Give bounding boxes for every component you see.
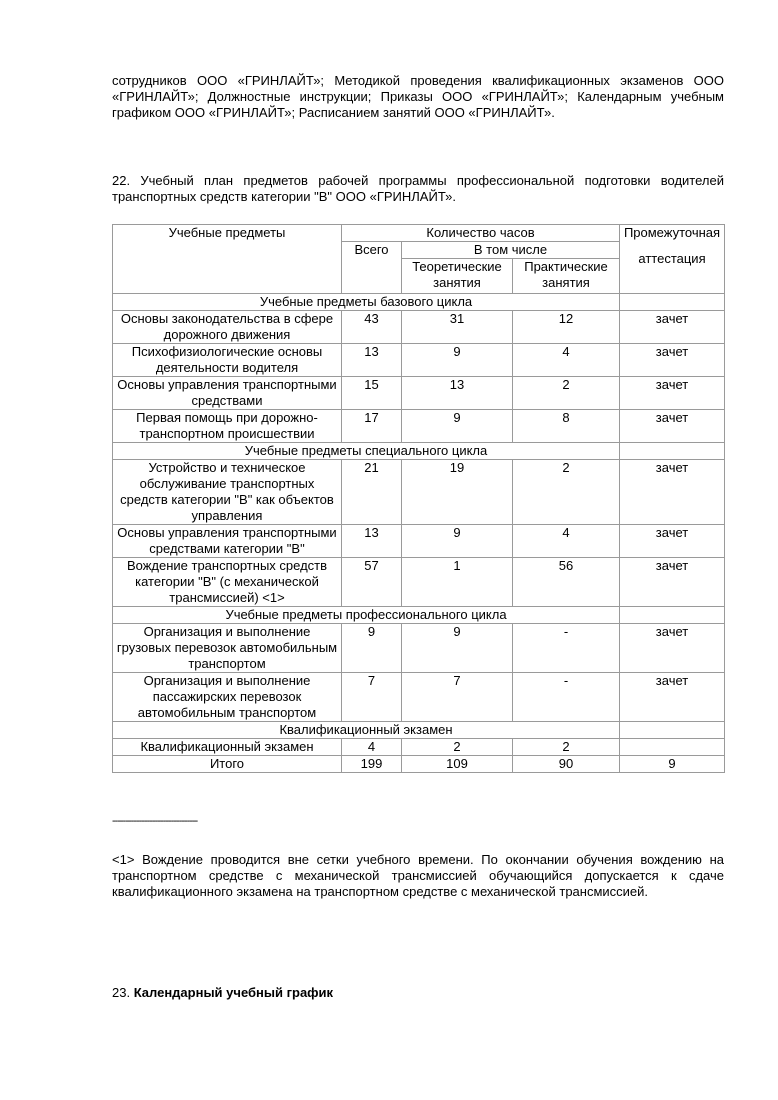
subject-name: Основы законодательства в сфере дорожного движения — [113, 311, 342, 344]
intro-paragraph: сотрудников ООО «ГРИНЛАЙТ»; Методикой проведения квалификационных экзаменов ООО «ГРИНЛАЙТ»; Должностные инструкции; Приказы ООО «ГРИНЛАЙТ»; Календарным учебным графиком ООО «ГРИНЛАЙТ»; Расписанием занятий ООО «ГРИНЛАЙТ». — [112, 73, 724, 120]
section-title-empty-cell — [620, 722, 725, 739]
subject-name: Основы управления транспортными средствами — [113, 377, 342, 410]
table-row — [113, 525, 725, 558]
header-attestation-line-1: Промежуточная — [623, 225, 721, 240]
hours-practice: 2 — [513, 739, 620, 756]
table-header-row-1 — [113, 225, 725, 242]
table-row — [113, 739, 725, 756]
hours-total: 9 — [342, 624, 402, 673]
hours-theory: 9 — [402, 525, 513, 558]
subject-name: Психофизиологические основы деятельности водителя — [113, 344, 342, 377]
hours-theory: 2 — [402, 739, 513, 756]
section-title-row — [113, 443, 725, 460]
attestation: зачет — [620, 344, 725, 377]
hours-total: 13 — [342, 344, 402, 377]
total-practice: 90 — [513, 756, 620, 773]
hours-theory: 9 — [402, 410, 513, 443]
hours-practice: 2 — [513, 377, 620, 410]
hours-total: 15 — [342, 377, 402, 410]
hours-practice: 12 — [513, 311, 620, 344]
header-hours: Количество часов — [342, 225, 620, 242]
hours-total: 17 — [342, 410, 402, 443]
section-title-row — [113, 722, 725, 739]
section-title-row — [113, 294, 725, 311]
hours-total: 7 — [342, 673, 402, 722]
section-title-empty-cell — [620, 294, 725, 311]
attestation: зачет — [620, 558, 725, 607]
hours-practice: 56 — [513, 558, 620, 607]
curriculum-table — [112, 224, 725, 773]
hours-practice: 8 — [513, 410, 620, 443]
subject-name: Вождение транспортных средств категории "B" (с механической трансмиссией) <1> — [113, 558, 342, 607]
subject-name: Организация и выполнение грузовых перевозок автомобильным транспортом — [113, 624, 342, 673]
subject-name: Основы управления транспортными средствами категории "B" — [113, 525, 342, 558]
attestation: зачет — [620, 460, 725, 525]
total-hours: 199 — [342, 756, 402, 773]
hours-practice: 4 — [513, 344, 620, 377]
table-row — [113, 311, 725, 344]
hours-theory: 9 — [402, 344, 513, 377]
attestation — [620, 739, 725, 756]
subject-name: Квалификационный экзамен — [113, 739, 342, 756]
hours-total: 13 — [342, 525, 402, 558]
hours-total: 21 — [342, 460, 402, 525]
subject-name: Первая помощь при дорожно-транспортном происшествии — [113, 410, 342, 443]
footnote-separator: -------------------------------- — [112, 815, 198, 827]
hours-theory: 13 — [402, 377, 513, 410]
section-title-row — [113, 607, 725, 624]
hours-practice: - — [513, 624, 620, 673]
attestation: зачет — [620, 624, 725, 673]
header-subjects: Учебные предметы — [113, 225, 342, 294]
hours-total: 57 — [342, 558, 402, 607]
table-row — [113, 624, 725, 673]
total-theory: 109 — [402, 756, 513, 773]
hours-theory: 7 — [402, 673, 513, 722]
section-title-empty-cell — [620, 607, 725, 624]
hours-practice: 2 — [513, 460, 620, 525]
hours-theory: 1 — [402, 558, 513, 607]
total-label: Итого — [113, 756, 342, 773]
table-row — [113, 673, 725, 722]
section-title: Квалификационный экзамен — [113, 722, 620, 739]
section-23-number: 23. — [112, 985, 134, 1000]
section-title-empty-cell — [620, 443, 725, 460]
attestation: зачет — [620, 311, 725, 344]
subject-name: Устройство и техническое обслуживание транспортных средств категории "B" как объектов управления — [113, 460, 342, 525]
hours-theory: 31 — [402, 311, 513, 344]
section-title: Учебные предметы базового цикла — [113, 294, 620, 311]
section-title: Учебные предметы специального цикла — [113, 443, 620, 460]
section-23-heading — [112, 985, 333, 1000]
header-attestation-line-2: аттестация — [638, 251, 706, 266]
header-total: Всего — [342, 242, 402, 294]
attestation: зачет — [620, 525, 725, 558]
table-row — [113, 460, 725, 525]
curriculum-table-body — [113, 225, 725, 773]
attestation: зачет — [620, 673, 725, 722]
table-row — [113, 377, 725, 410]
section-title: Учебные предметы профессионального цикла — [113, 607, 620, 624]
hours-total: 43 — [342, 311, 402, 344]
header-practice: Практические занятия — [513, 259, 620, 294]
table-row — [113, 410, 725, 443]
hours-theory: 19 — [402, 460, 513, 525]
section-22-heading: 22. Учебный план предметов рабочей программы профессиональной подготовки водителей транспортных средств категории "B" ООО «ГРИНЛАЙТ». — [112, 173, 724, 204]
section-23-title: Календарный учебный график — [133, 985, 334, 1000]
hours-practice: 4 — [513, 525, 620, 558]
hours-theory: 9 — [402, 624, 513, 673]
hours-total: 4 — [342, 739, 402, 756]
subject-name: Организация и выполнение пассажирских перевозок автомобильным транспортом — [113, 673, 342, 722]
attestation: зачет — [620, 410, 725, 443]
table-row — [113, 558, 725, 607]
header-attestation — [620, 225, 725, 294]
total-attestation: 9 — [620, 756, 725, 773]
total-row — [113, 756, 725, 773]
header-theory: Теоретические занятия — [402, 259, 513, 294]
header-including: В том числе — [402, 242, 620, 259]
hours-practice: - — [513, 673, 620, 722]
footnote-paragraph: <1> Вождение проводится вне сетки учебного времени. По окончании обучения вождению на транспортном средстве с механической трансмиссией обучающийся допускается к сдаче квалификационного экзамена на транспортном средстве с механической трансмиссией. — [112, 852, 724, 899]
attestation: зачет — [620, 377, 725, 410]
table-row — [113, 344, 725, 377]
